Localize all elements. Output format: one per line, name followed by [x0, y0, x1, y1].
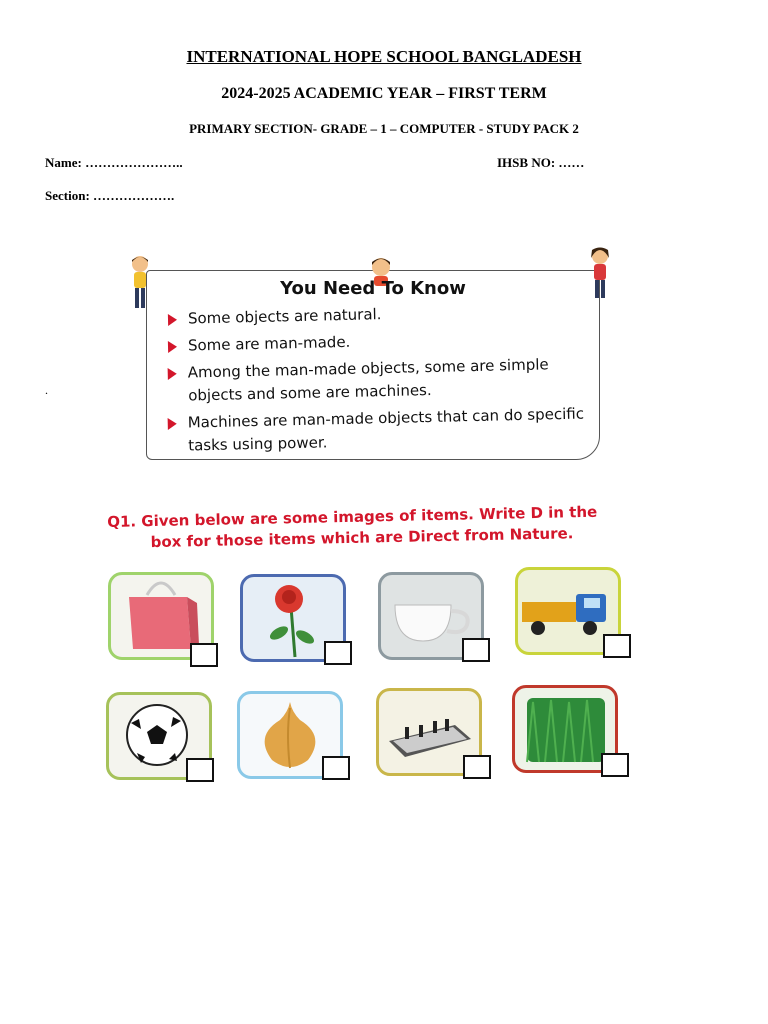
stray-mark: .	[45, 383, 48, 397]
answer-box-shopping-bag[interactable]	[190, 643, 218, 667]
study-pack-title: PRIMARY SECTION- GRADE – 1 – COMPUTER - STUDY PACK 2	[189, 121, 579, 136]
name-field[interactable]: Name: …………………..	[45, 155, 183, 170]
answer-box-grass[interactable]	[601, 753, 629, 777]
answer-box-onion[interactable]	[322, 756, 350, 780]
answer-box-rose[interactable]	[324, 641, 352, 665]
ihsb-number-field[interactable]: IHSB NO: ……	[497, 155, 585, 170]
section-field[interactable]: Section: ……………….	[45, 188, 175, 203]
know-points	[166, 305, 586, 462]
know-title: You Need To Know	[280, 278, 466, 299]
grass-icon	[515, 688, 615, 770]
answer-box-football[interactable]	[186, 758, 214, 782]
q1-line-2: box for those items which are Direct from Nature.	[150, 524, 574, 552]
answer-box-chess-board[interactable]	[463, 755, 491, 779]
know-point: Machines are man-made objects that can do specific tasks using power.	[165, 402, 586, 458]
answer-box-truck[interactable]	[603, 634, 631, 658]
know-point: Among the man-made objects, some are simple objects and some are machines.	[165, 352, 586, 408]
q1-question	[107, 501, 648, 554]
academic-year: 2024-2025 ACADEMIC YEAR – FIRST TERM	[221, 85, 547, 102]
know-board	[128, 240, 618, 465]
know-point: Some are man-made.	[166, 325, 586, 358]
school-name: INTERNATIONAL HOPE SCHOOL BANGLADESH	[186, 47, 582, 66]
answer-box-cup[interactable]	[462, 638, 490, 662]
q1-line-1: Q1. Given below are some images of items. Write D in the	[107, 502, 598, 531]
know-point: Some objects are natural.	[166, 298, 586, 331]
